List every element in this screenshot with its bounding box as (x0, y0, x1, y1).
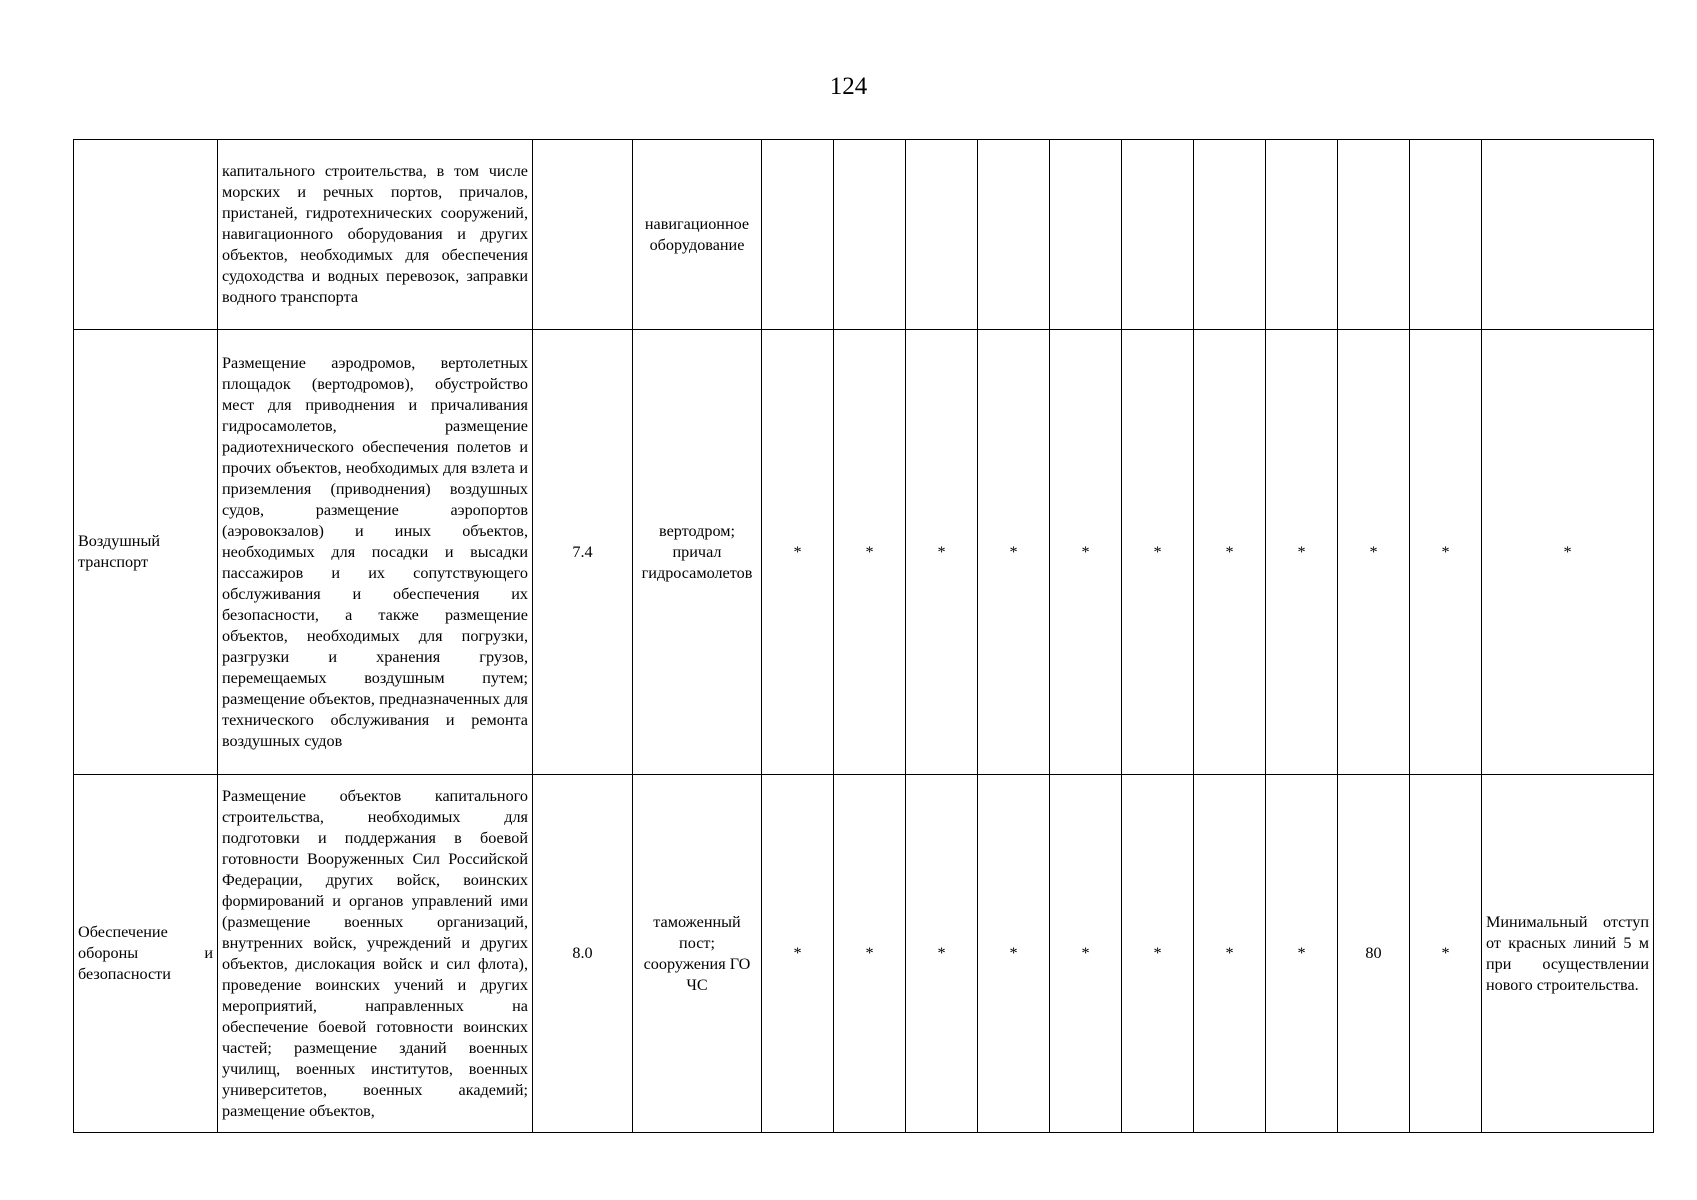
param-cell: * (1410, 775, 1482, 1133)
note-cell (1482, 140, 1654, 330)
param-cell (1194, 140, 1266, 330)
use-type-code: 7.4 (533, 330, 633, 775)
note-cell: * (1482, 330, 1654, 775)
param-cell (1050, 140, 1122, 330)
param-cell: * (978, 330, 1050, 775)
param-cell: * (762, 775, 834, 1133)
table-row (74, 775, 1654, 1133)
table-row (74, 140, 1654, 330)
param-cell (1338, 140, 1410, 330)
use-type-name (74, 140, 218, 330)
param-cell: * (906, 775, 978, 1133)
auxiliary-use: навигационное оборудование (633, 140, 762, 330)
param-cell: * (1194, 330, 1266, 775)
param-cell (762, 140, 834, 330)
land-use-regulations-table (73, 139, 1654, 1133)
param-cell: * (1410, 330, 1482, 775)
param-cell (1266, 140, 1338, 330)
param-cell: * (762, 330, 834, 775)
auxiliary-use: таможенный пост; сооружения ГО ЧС (633, 775, 762, 1133)
param-cell: * (978, 775, 1050, 1133)
param-cell (834, 140, 906, 330)
page-number: 124 (829, 73, 868, 100)
param-cell (1410, 140, 1482, 330)
param-cell: * (1122, 330, 1194, 775)
auxiliary-use: вертодром; причал гидросамолетов (633, 330, 762, 775)
param-cell (906, 140, 978, 330)
note-cell: Минимальный отступ от красных линий 5 м при осуществлении нового строительства. (1482, 775, 1654, 1133)
param-cell: * (1194, 775, 1266, 1133)
use-type-description: Размещение аэродромов, вертолетных площадок (вертодромов), обустройство мест для приводнения и причаливания гидросамолетов, размещение радиотехнического обеспечения полетов и прочих объектов, необходимых для взлета и приземления (приводнения) воздушных судов, размещение аэропортов (аэровокзалов) и иных объектов, необходимых для посадки и высадки пассажиров и их сопутствующего обслуживания и обеспечения их безопасности, а также размещение объектов, необходимых для погрузки, разгрузки и хранения грузов, перемещаемых воздушным путем; размещение объектов, предназначенных для технического обслуживания и ремонта воздушных судов (218, 330, 533, 775)
use-type-description: капитального строительства, в том числе морских и речных портов, причалов, пристаней, гидротехнических сооружений, навигационного оборудования и других объектов, необходимых для обеспечения судоходства и водных перевозок, заправки водного транспорта (218, 140, 533, 330)
use-type-code: 8.0 (533, 775, 633, 1133)
use-type-description: Размещение объектов капитального строительства, необходимых для подготовки и поддержания в боевой готовности Вооруженных Сил Российской Федерации, других войск, воинских формирований и органов управлений ими (размещение военных организаций, внутренних войск, учреждений и других объектов, дислокация войск и сил флота), проведение воинских учений и других мероприятий, направленных на обеспечение боевой готовности воинских частей; размещение зданий военных училищ, военных институтов, военных университетов, военных академий; размещение объектов, (218, 775, 533, 1133)
param-cell: * (834, 775, 906, 1133)
param-cell: * (1266, 775, 1338, 1133)
param-cell: * (1050, 330, 1122, 775)
use-type-name: Обеспечение обороны и безопасности (74, 775, 218, 1133)
param-cell: * (1338, 330, 1410, 775)
param-cell (1122, 140, 1194, 330)
table-row (74, 330, 1654, 775)
param-cell: 80 (1338, 775, 1410, 1133)
use-type-name: Воздушный транспорт (74, 330, 218, 775)
param-cell: * (1266, 330, 1338, 775)
param-cell: * (834, 330, 906, 775)
use-type-code (533, 140, 633, 330)
param-cell: * (1050, 775, 1122, 1133)
param-cell: * (1122, 775, 1194, 1133)
param-cell (978, 140, 1050, 330)
param-cell: * (906, 330, 978, 775)
